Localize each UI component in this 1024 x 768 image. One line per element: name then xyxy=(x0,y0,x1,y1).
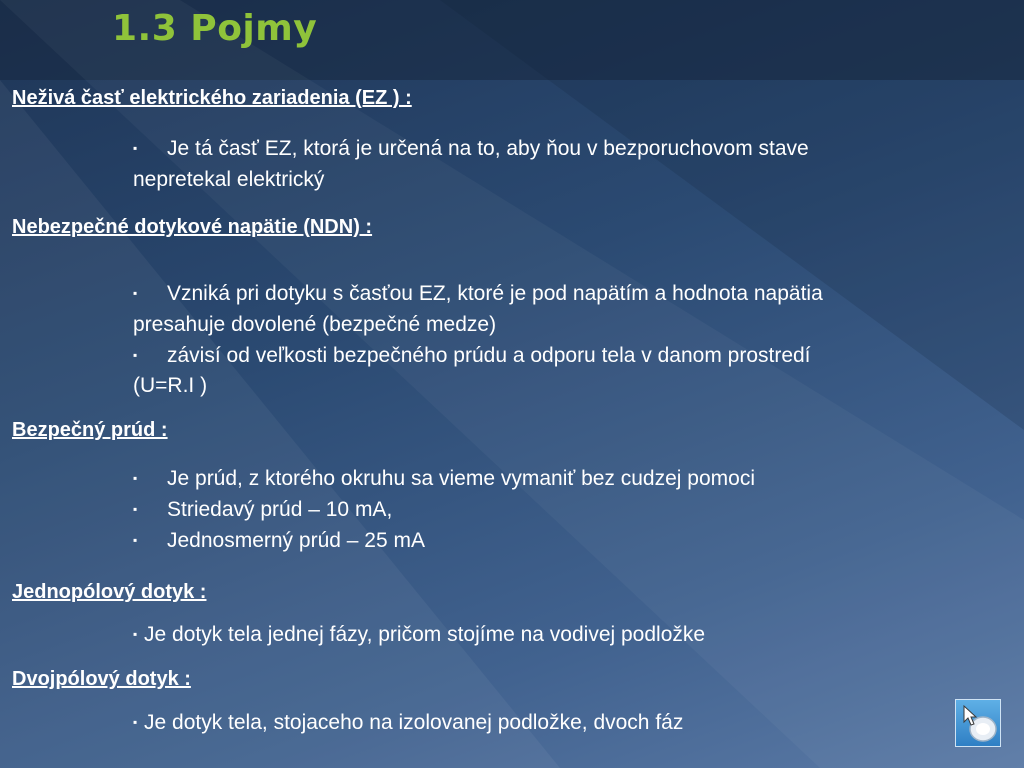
list-item-continuation: presahuje dovolené (bezpečné medze) xyxy=(133,313,497,336)
section-heading: Bezpečný prúd : xyxy=(12,419,168,441)
list-item-continuation: (U=R.I ) xyxy=(133,374,208,397)
section-heading: Nebezpečné dotykové napätie (NDN) : xyxy=(12,216,373,238)
bullet-icon: ▪ xyxy=(133,141,138,155)
list-item: ▪ závisí od veľkosti bezpečného prúdu a odporu tela v danom prostredí xyxy=(133,340,811,371)
list-item-continuation: nepretekal elektrický xyxy=(133,168,325,191)
list-item: ▪ Vzniká pri dotyku s časťou EZ, ktoré je pod napätím a hodnota napätia xyxy=(133,278,823,309)
list-item: ▪ Jednosmerný prúd – 25 mA xyxy=(133,525,425,556)
bullet-icon: ▪ xyxy=(133,286,138,300)
section-heading: Jednopólový dotyk : xyxy=(12,581,207,603)
list-item: ▪ Je dotyk tela jednej fázy, pričom stojíme na vodivej podložke xyxy=(133,619,705,650)
list-item: ▪ Striedavý prúd – 10 mA, xyxy=(133,494,392,525)
bullet-icon: ▪ xyxy=(133,502,138,516)
bullet-icon: ▪ xyxy=(133,627,138,641)
list-item: ▪ Je dotyk tela, stojaceho na izolovanej podložke, dvoch fáz xyxy=(133,707,683,738)
mouse-pointer-icon[interactable] xyxy=(955,699,1001,747)
bullet-icon: ▪ xyxy=(133,471,138,485)
list-item: ▪ Je tá časť EZ, ktorá je určená na to, aby ňou v bezporuchovom stave xyxy=(133,133,809,164)
bullet-icon: ▪ xyxy=(133,533,138,547)
section-heading: Dvojpólový dotyk : xyxy=(12,668,191,690)
slide-title: 1.3 Pojmy xyxy=(112,8,318,49)
bullet-icon: ▪ xyxy=(133,348,138,362)
section-heading: Neživá časť elektrického zariadenia (EZ ) : xyxy=(12,87,412,109)
bullet-icon: ▪ xyxy=(133,715,138,729)
list-item: ▪ Je prúd, z ktorého okruhu sa vieme vymaniť bez cudzej pomoci xyxy=(133,463,755,494)
